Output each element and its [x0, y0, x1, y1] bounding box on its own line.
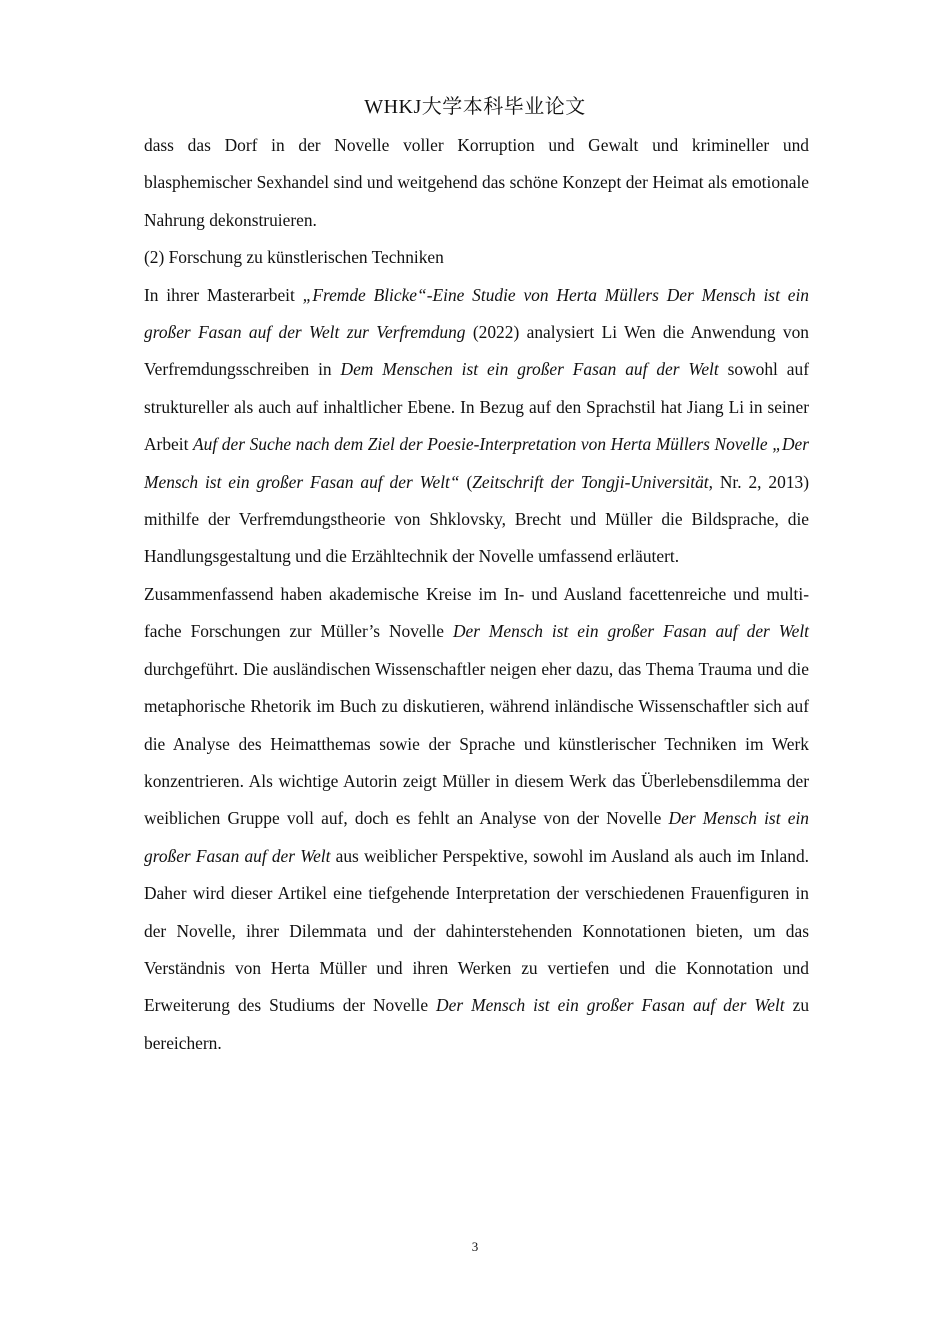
text-segment: zu bereichern.: [144, 995, 810, 1053]
paragraph-heimat-conclusion: [144, 127, 809, 239]
text-segment: (2022) analysiert Li Wen die Anwendung von Verfremdungsschreiben in: [144, 322, 810, 380]
text-segment: aus weiblicher Perspektive, sowohl im Ausland als auch im Inland. Daher wird dieser Artikel eine tiefgehende Interpretation der verschiedenen Frauenfiguren in der Novelle, ihrer Dilemmata und der dahinterstehenden Konnotationen bieten, um das Verständnis von Herta Müller und ihren Werken zu vertiefen und die Konnotation und Erweiterung des Studiums der Novelle: [144, 845, 809, 1016]
italic-title: Der Mensch ist ein großer Fasan auf der Welt: [144, 808, 809, 866]
page-header: WHKJ大学本科毕业论文: [364, 96, 586, 118]
italic-title: Der Mensch ist ein großer Fasan auf der Welt: [452, 621, 810, 642]
text-segment: dass das Dorf in der Novelle voller Korruption und Gewalt und krimineller und blasphemischer Sexhandel sind und weitgehend das schöne Konzept der Heimat als emotionale Nahrung dekonstruieren.: [144, 135, 809, 230]
text-segment: durchgeführt. Die ausländischen Wissenschaftler neigen eher dazu, das Thema Trauma und die metaphorische Rhetorik im Buch zu diskutieren, während inländische Wissenschaftler sich auf die Analyse des Heimatthemas sowie der Sprache und künstlerischer Techniken im Werk konzentrieren. Als wichtige Autorin zeigt Müller in diesem Werk das Überlebensdilemma der weiblichen Gruppe voll auf, doch es fehlt an Analyse von der Novelle: [144, 658, 809, 829]
section-heading-artistic-techniques: [144, 239, 809, 276]
text-segment: In ihrer Masterarbeit: [144, 284, 303, 305]
paragraph-research-techniques: [144, 277, 809, 576]
text-segment: sowohl auf struktureller als auch auf inhaltlicher Ebene. In Bezug auf den Sprachstil hat Jiang Li in seiner Arbeit: [144, 359, 810, 455]
italic-title: Der Mensch ist ein großer Fasan auf der Welt: [436, 995, 785, 1016]
text-segment: , Nr. 2, 2013) mithilfe der Verfremdungstheorie von Shklovsky, Brecht und Müller die Bildsprache, die Handlungsgestaltung und die Erzähltechnik der Novelle umfassend erläutert.: [144, 471, 810, 567]
body-text: [144, 127, 809, 1062]
italic-journal-title: Zeitschrift der Tongji-Universität: [472, 471, 709, 492]
page-number: 3: [471, 1239, 479, 1254]
italic-title: Dem Menschen ist ein großer Fasan auf der Welt: [340, 359, 719, 380]
italic-title: Auf der Suche nach dem Ziel der Poesie-Interpretation von Herta Müllers Novelle „Der Mensch ist ein großer Fasan auf der Welt“: [144, 434, 809, 492]
paragraph-summary: [144, 576, 809, 1062]
text-segment: (: [459, 471, 473, 492]
text-segment: (2) Forschung zu künstlerischen Techniken: [144, 247, 444, 268]
text-segment: Zusammenfassend haben akademische Kreise im In- und Ausland facettenreiche und multi-fache Forschungen zur Müller’s Novelle: [144, 583, 809, 642]
italic-title: „Fremde Blicke“-Eine Studie von Herta Müllers Der Mensch ist ein großer Fasan auf der Welt zur Verfremdung: [144, 284, 809, 343]
